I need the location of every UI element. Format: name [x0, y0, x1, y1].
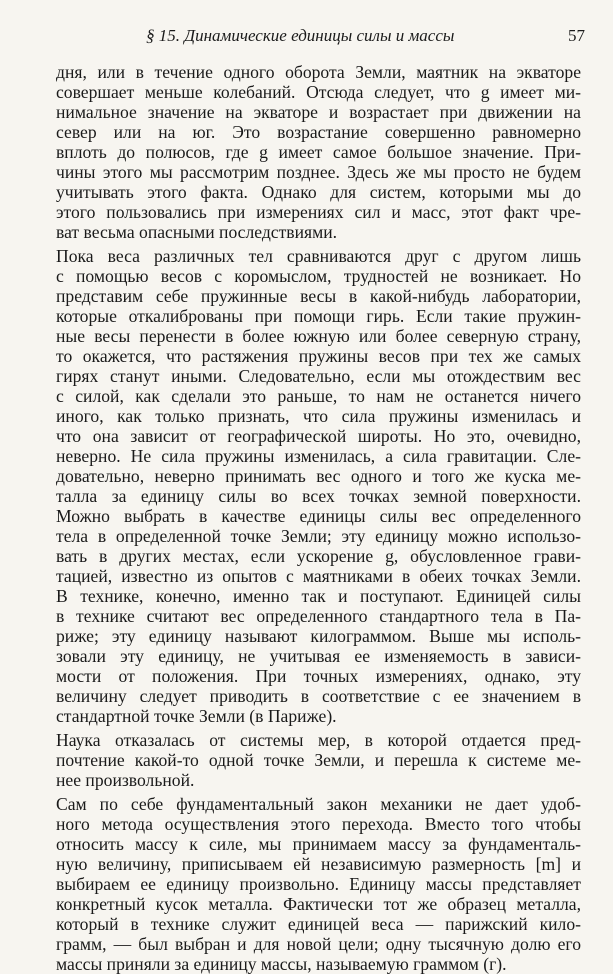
- text-line: которые откалиброваны при помощи гирь. Если такие пружин-: [56, 306, 581, 326]
- text-line: зовали эту единицу, не учитывая ее изменяемость в зависи-: [56, 646, 581, 666]
- text-line: вать в других местах, если ускорение g, обусловленное грави-: [56, 546, 581, 566]
- text-line: ват весьма опасными последствиями.: [56, 222, 338, 242]
- text-line: дня, или в течение одного оборота Земли, маятник на экваторе: [56, 62, 581, 82]
- text-line: Наука отказалась от системы мер, в которой отдается пред-: [56, 730, 581, 750]
- text-line: массы приняли за единицу массы, называемую граммом (г).: [56, 954, 507, 974]
- text-line: в технике считают вес определенного стандартного тела в Па-: [56, 606, 581, 626]
- text-line: тацией, известно из опытов с маятниками в обеих точках Земли.: [56, 566, 581, 586]
- text-line: выбираем ее единицу произвольно. Единицу массы представляет: [56, 874, 581, 894]
- text-line: конкретный кусок металла. Фактически тот же образец металла,: [56, 894, 581, 914]
- text-line: мости от положения. При точных измерениях, однако, эту: [56, 666, 581, 686]
- text-line: иного, как только признать, что сила пружины изменилась и: [56, 406, 581, 426]
- text-line: с силой, как сделали это раньше, то нам не останется ничего: [56, 386, 581, 406]
- text-line: нее произвольной.: [56, 770, 195, 790]
- paragraph: [56, 246, 581, 726]
- text-line: с помощью весов с коромыслом, трудностей не возникает. Но: [56, 266, 581, 286]
- text-line: что она зависит от географической широты. Но это, очевидно,: [56, 426, 581, 446]
- text-line: В технике, конечно, именно так и поступают. Единицей силы: [56, 586, 581, 606]
- text-line: величину следует приводить в соответствие с ее значением в: [56, 686, 581, 706]
- text-line: чины этого мы рассмотрим позднее. Здесь же мы просто не будем: [56, 162, 581, 182]
- text-line: Можно выбрать в качестве единицы силы вес определенного: [56, 506, 581, 526]
- text-line: почтение какой-то одной точке Земли, и перешла к системе ме-: [56, 750, 581, 770]
- text-line: совершает меньше колебаний. Отсюда следует, что g имеет ми-: [56, 82, 581, 102]
- text-line: этого пользовались при измерениях сил и масс, этот факт чре-: [56, 202, 581, 222]
- text-line: представим себе пружинные весы в какой-нибудь лаборатории,: [56, 286, 581, 306]
- paragraph: [56, 62, 581, 242]
- text-line: Пока веса различных тел сравниваются друг с другом лишь: [56, 246, 581, 266]
- text-line: гирях станут иными. Следовательно, если мы отождествим вес: [56, 366, 581, 386]
- text-line: неверно. Не сила пружины изменилась, а сила гравитации. Сле-: [56, 446, 581, 466]
- text-line: учитывать этого факта. Однако для систем, которыми мы до: [56, 182, 581, 202]
- paragraph: [56, 794, 581, 974]
- text-line: стандартной точке Земли (в Париже).: [56, 706, 337, 726]
- text-line: талла за единицу силы во всех точках земной поверхности.: [56, 486, 581, 506]
- body-text: [56, 62, 581, 974]
- text-line: который в технике служит единицей веса — парижский кило-: [56, 914, 581, 934]
- text-line: тела в определенной точке Земли; эту единицу можно использо-: [56, 526, 581, 546]
- text-line: то окажется, что растяжения пружины весов при тех же самых: [56, 346, 581, 366]
- paragraph: [56, 730, 581, 790]
- text-line: грамм, — был выбран и для новой цели; одну тысячную долю его: [56, 934, 581, 954]
- text-line: ную величину, приписываем ей независимую размерность [m] и: [56, 854, 581, 874]
- text-line: риже; эту единицу называют килограммом. Выше мы исполь-: [56, 626, 581, 646]
- running-header: [56, 26, 585, 50]
- text-line: Сам по себе фундаментальный закон механики не дает удоб-: [56, 794, 581, 814]
- text-line: ные весы перенести в более южную или более северную страну,: [56, 326, 581, 346]
- text-line: довательно, неверно принимать вес одного и того же куска ме-: [56, 466, 581, 486]
- page-number: 57: [568, 26, 585, 45]
- text-line: ного метода осуществления этого перехода. Вместо того чтобы: [56, 814, 581, 834]
- section-title: § 15. Динамические единицы силы и массы: [146, 26, 455, 45]
- text-line: относить массу к силе, мы принимаем массу за фундаменталь-: [56, 834, 581, 854]
- text-line: вплоть до полюсов, где g имеет самое большое значение. При-: [56, 142, 581, 162]
- text-line: север или на юг. Это возрастание совершенно равномерно: [56, 122, 581, 142]
- text-line: нимальное значение на экваторе и возрастает при движении на: [56, 102, 581, 122]
